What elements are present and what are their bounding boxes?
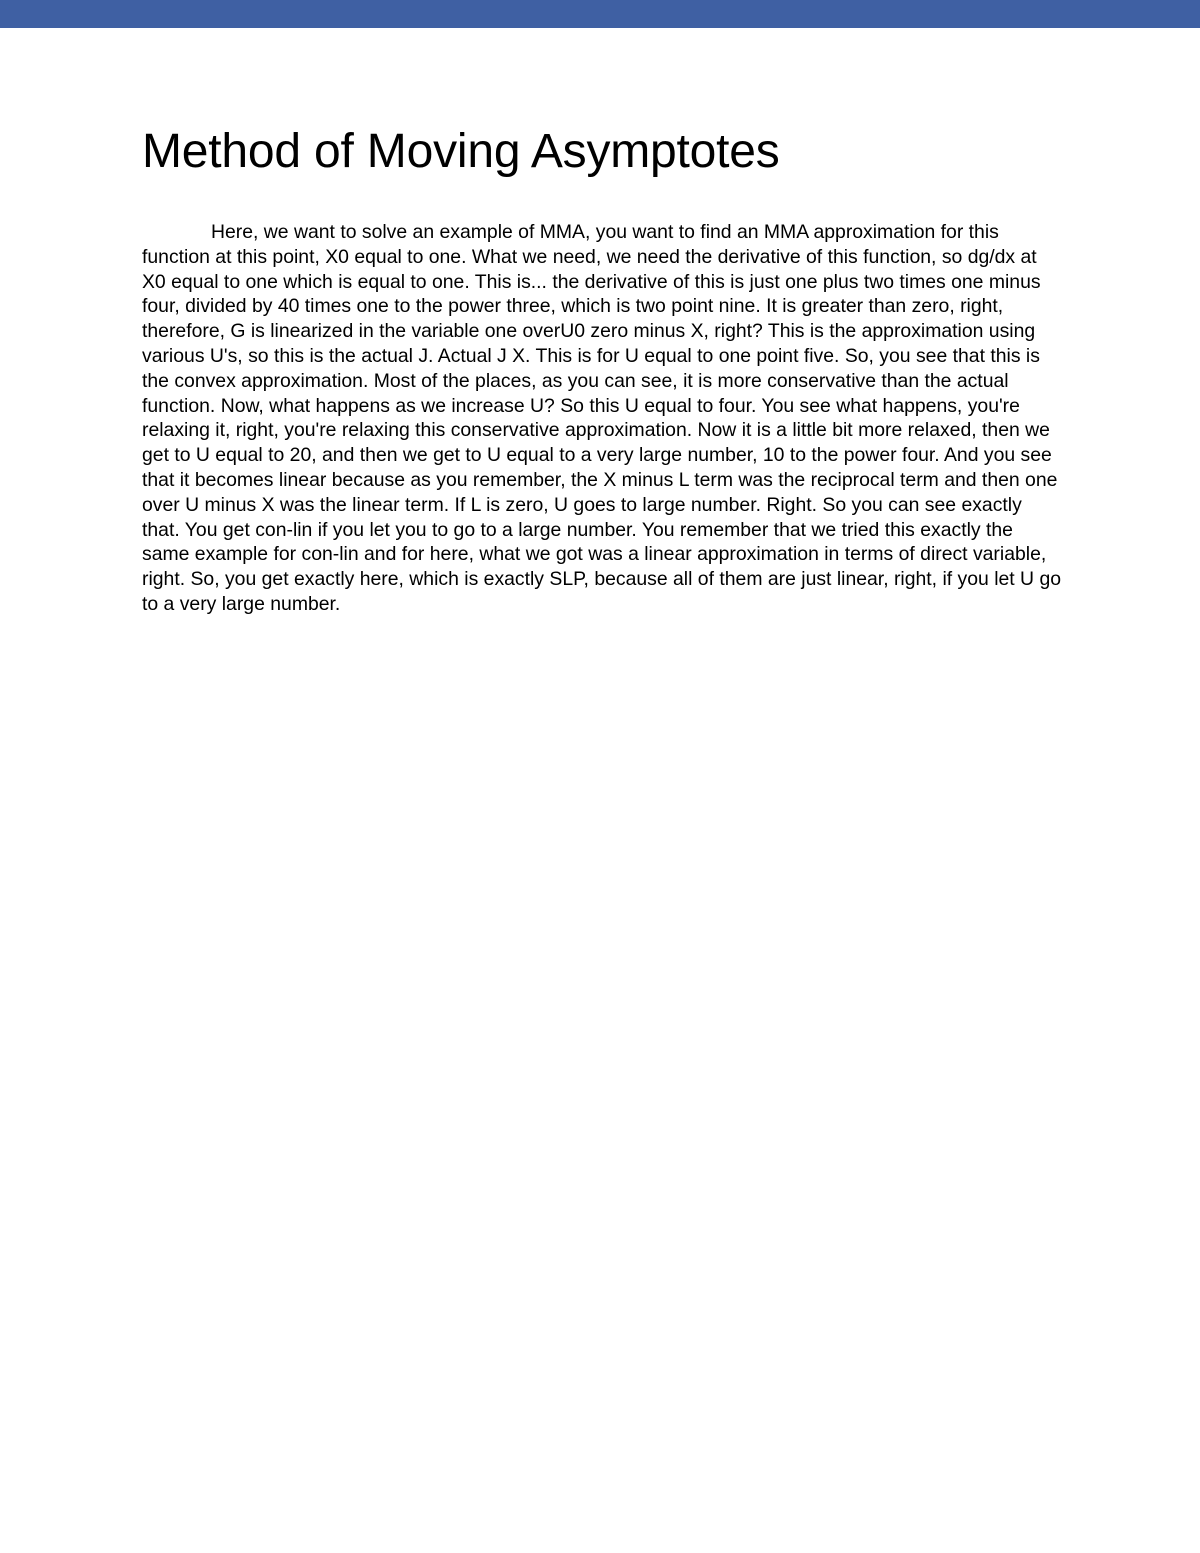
- document-title: Method of Moving Asymptotes: [142, 125, 780, 178]
- document-content: [142, 124, 1062, 617]
- document-paragraph: Here, we want to solve an example of MMA, you want to find an MMA approximation for this function at this point, X0 equal to one. What we need, we need the derivative of this function, so dg/dx at X0 equal to one which is equal to one. This is... the derivative of this is just one plus two times one minus four, divided by 40 times one to the power three, which is two point nine. It is greater than zero, right, therefore, G is linearized in the variable one overU0 zero minus X, right? This is the approximation using various U's, so this is the actual J. Actual J X. This is for U equal to one point five. So, you see that this is the convex approximation. Most of the places, as you can see, it is more conservative than the actual function. Now, what happens as we increase U? So this U equal to four. You see what happens, you're relaxing it, right, you're relaxing this conservative approximation. Now it is a little bit more relaxed, then we get to U equal to 20, and then we get to U equal to a very large number, 10 to the power four. And you see that it becomes linear because as you remember, the X minus L term was the reciprocal term and then one over U minus X was the linear term. If L is zero, U goes to large number. Right. So you can see exactly that. You get con-lin if you let you to go to a large number. You remember that we tried this exactly the same example for con-lin and for here, what we got was a linear approximation in terms of direct variable, right. So, you get exactly here, which is exactly SLP, because all of them are just linear, right, if you let U go to a very large number.: [142, 221, 1062, 615]
- top-accent-bar: [0, 0, 1200, 28]
